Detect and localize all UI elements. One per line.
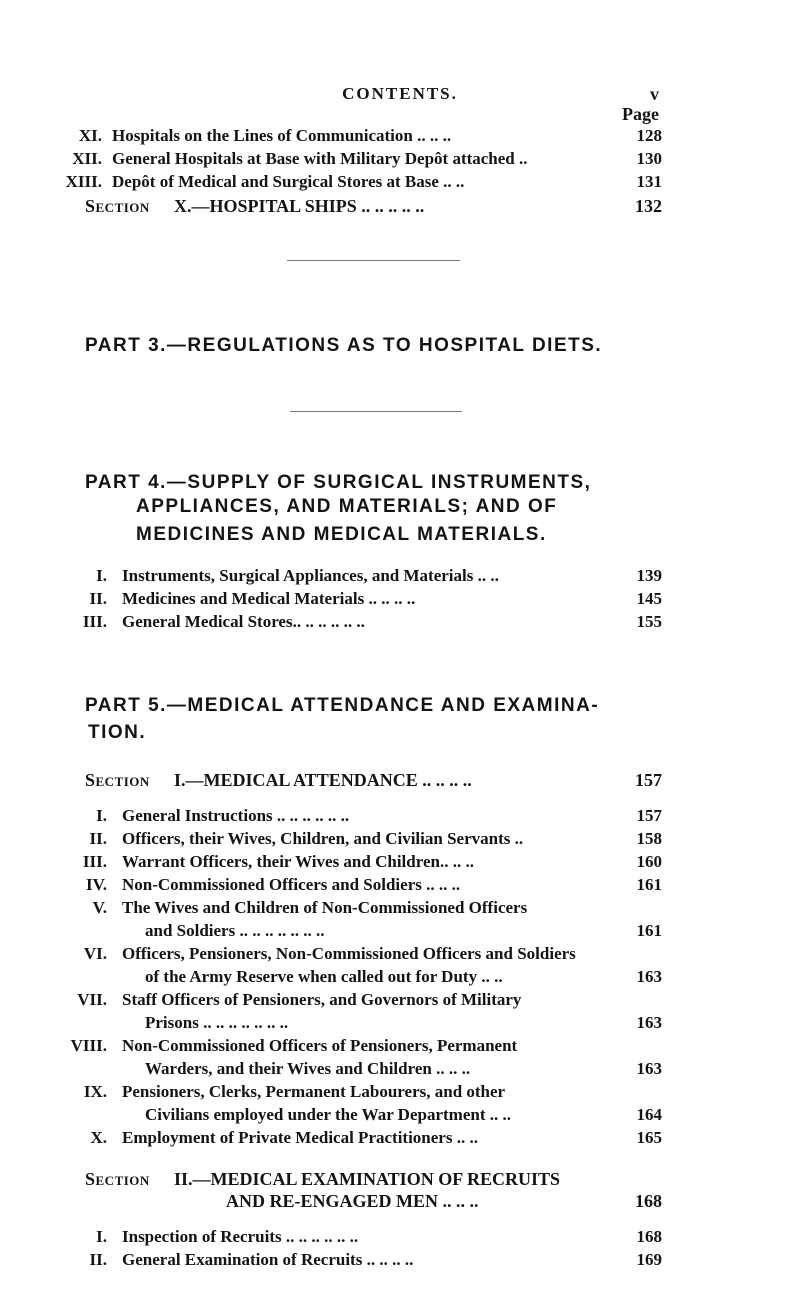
- entry-numeral: IV.: [86, 875, 107, 894]
- entry-title: General Medical Stores.. .. .. .. .. ..: [122, 612, 365, 631]
- section-page: 168: [635, 1191, 662, 1211]
- entry-title-continued: Prisons .. .. .. .. .. .. ..: [145, 1013, 289, 1032]
- header-title: CONTENTS.: [342, 84, 458, 103]
- entry-page: 168: [636, 1227, 662, 1246]
- entry-title: Pensioners, Clerks, Permanent Labourers, and other: [122, 1082, 506, 1101]
- entry-title: General Examination of Recruits .. .. .. ..: [122, 1250, 414, 1269]
- entry-page: 161: [636, 921, 662, 940]
- entry-numeral: XII.: [72, 149, 102, 168]
- part-4-heading-line-1: PART 4.—SUPPLY OF SURGICAL INSTRUMENTS,: [85, 472, 592, 493]
- entry-title: The Wives and Children of Non-Commissioned Officers: [122, 898, 528, 917]
- entry-title: Officers, their Wives, Children, and Civilian Servants ..: [122, 829, 524, 848]
- part-5-heading-line-2: TION.: [88, 722, 147, 743]
- entry-title: Hospitals on the Lines of Communication .. .. ..: [112, 126, 452, 145]
- toc-entry-p5-ix: [0, 1082, 800, 1126]
- toc-entry-p5-v: [0, 898, 800, 942]
- section-label: Section: [85, 770, 150, 790]
- entry-title: Warrant Officers, their Wives and Children.. .. ..: [122, 852, 474, 871]
- entry-page: 163: [636, 1059, 662, 1078]
- part-5-heading-line-1: PART 5.—MEDICAL ATTENDANCE AND EXAMINA-: [85, 695, 600, 716]
- entry-numeral: II.: [89, 829, 107, 848]
- entry-page: 158: [636, 829, 662, 848]
- entry-numeral: I.: [96, 806, 107, 825]
- entry-page: 163: [636, 967, 662, 986]
- divider-rule: [287, 260, 460, 261]
- entry-title: General Hospitals at Base with Military Depôt attached ..: [112, 149, 528, 168]
- entry-numeral: II.: [89, 589, 107, 608]
- entry-numeral: X.: [90, 1128, 107, 1147]
- entry-numeral: III.: [82, 852, 107, 871]
- entry-title: Medicines and Medical Materials .. .. .. ..: [122, 589, 416, 608]
- section-title: X.—HOSPITAL SHIPS .. .. .. .. ..: [174, 196, 425, 216]
- entry-numeral: VI.: [83, 944, 107, 963]
- section-label: Section: [85, 196, 150, 216]
- entry-page: 130: [636, 149, 662, 168]
- entry-numeral: VII.: [77, 990, 107, 1009]
- entry-page: 160: [636, 852, 662, 871]
- entry-numeral: VIII.: [70, 1036, 107, 1055]
- entry-page: 165: [636, 1128, 662, 1147]
- toc-entry-p5-viii: [0, 1036, 800, 1080]
- part-4-heading-line-3: MEDICINES AND MEDICAL MATERIALS.: [136, 524, 547, 545]
- entry-title: Non-Commissioned Officers and Soldiers .. .. ..: [122, 875, 461, 894]
- part-3-heading: PART 3.—REGULATIONS AS TO HOSPITAL DIETS.: [85, 335, 603, 356]
- entry-page: 155: [636, 612, 662, 631]
- entry-numeral: V.: [92, 898, 107, 917]
- toc-section-ii: [0, 1168, 800, 1216]
- section-title: I.—MEDICAL ATTENDANCE .. .. .. ..: [174, 770, 472, 790]
- entry-numeral: I.: [96, 1227, 107, 1246]
- entry-title: Staff Officers of Pensioners, and Governors of Military: [122, 990, 522, 1009]
- entry-page: 161: [636, 875, 662, 894]
- section-page: 157: [635, 770, 662, 790]
- entry-numeral: III.: [82, 612, 107, 631]
- entry-title: Officers, Pensioners, Non-Commissioned Officers and Soldiers: [122, 944, 576, 963]
- toc-entry-p5-vii: [0, 990, 800, 1034]
- entry-page: 163: [636, 1013, 662, 1032]
- part-4-heading-line-2: APPLIANCES, AND MATERIALS; AND OF: [136, 496, 558, 517]
- section-title: II.—MEDICAL EXAMINATION OF RECRUITS: [174, 1169, 561, 1189]
- entry-numeral: II.: [89, 1250, 107, 1269]
- entry-page: 131: [636, 172, 662, 191]
- entry-page: 145: [636, 589, 662, 608]
- entry-title-continued: of the Army Reserve when called out for Duty .. ..: [145, 967, 503, 986]
- section-page: 132: [635, 196, 662, 216]
- entry-page: 157: [636, 806, 662, 825]
- entry-title: Non-Commissioned Officers of Pensioners, Permanent: [122, 1036, 518, 1055]
- entry-title: Depôt of Medical and Surgical Stores at Base .. ..: [112, 172, 465, 191]
- entry-page: 169: [636, 1250, 662, 1269]
- toc-entry-p5-vi: [0, 944, 800, 988]
- entry-numeral: IX.: [83, 1082, 107, 1101]
- header-page-numeral: v: [650, 84, 659, 104]
- running-header: [0, 84, 800, 108]
- entry-title-continued: Civilians employed under the War Department .. ..: [145, 1105, 511, 1124]
- entry-numeral: XI.: [78, 126, 102, 145]
- entry-page: 128: [636, 126, 662, 145]
- section-title-continued: AND RE-ENGAGED MEN .. .. ..: [226, 1191, 479, 1211]
- entry-title: Inspection of Recruits .. .. .. .. .. ..: [122, 1227, 359, 1246]
- entry-numeral: I.: [96, 566, 107, 585]
- entry-title-continued: Warders, and their Wives and Children .. .. ..: [145, 1059, 471, 1078]
- entry-title: Employment of Private Medical Practitioners .. ..: [122, 1128, 478, 1147]
- section-label: Section: [85, 1169, 150, 1189]
- entry-page: 139: [636, 566, 662, 585]
- page-column-label: Page: [622, 104, 659, 124]
- entry-title: General Instructions .. .. .. .. .. ..: [122, 806, 350, 825]
- entry-title-continued: and Soldiers .. .. .. .. .. .. ..: [145, 921, 325, 940]
- entry-page: 164: [636, 1105, 662, 1124]
- entry-title: Instruments, Surgical Appliances, and Materials .. ..: [122, 566, 499, 585]
- divider-rule: [290, 411, 462, 412]
- entry-numeral: XIII.: [65, 172, 102, 191]
